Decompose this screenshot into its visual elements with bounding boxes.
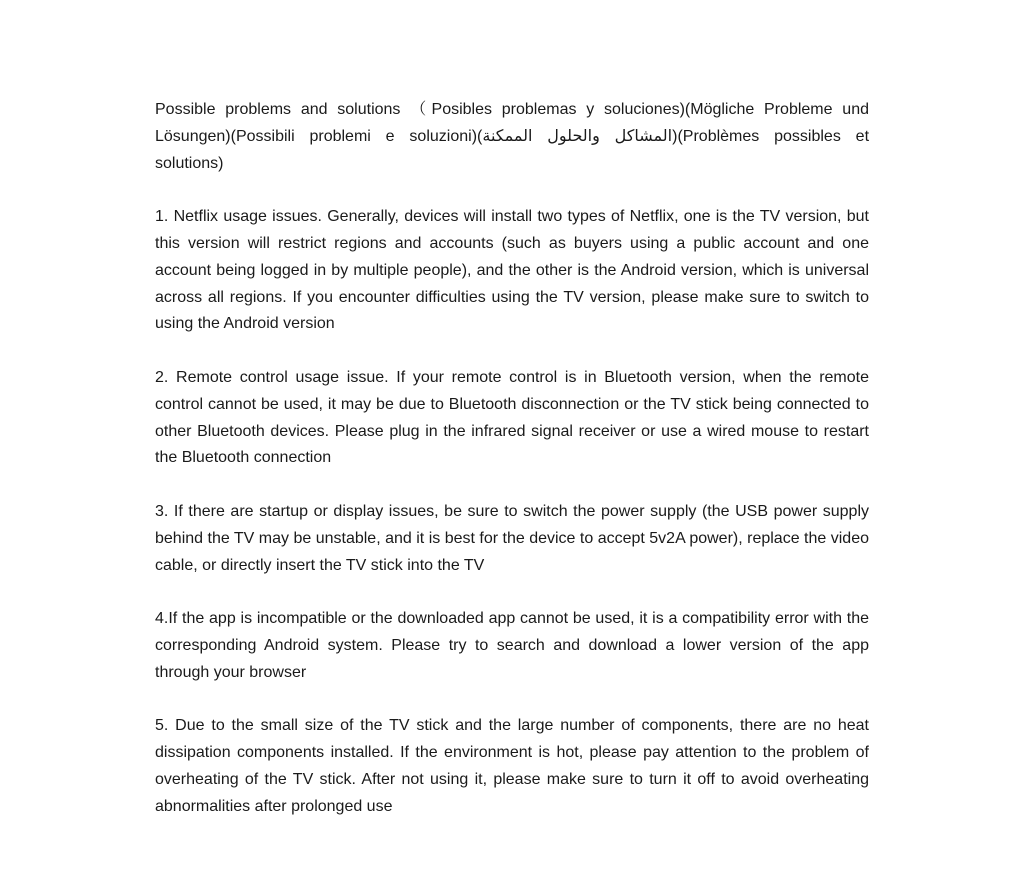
paragraph-overheating-issues: 5. Due to the small size of the TV stick and the large number of components, there are no heat dissipation components installed. If the environment is hot, please pay attention to the problem of overheating of the TV stick. After not using it, please make sure to turn it off to avoid overheating abnormalities after prolonged use: [155, 717, 869, 815]
paragraph-startup-display-issues: 3. If there are startup or display issues, be sure to switch the power supply (the USB power supply behind the TV may be unstable, and it is best for the device to accept 5v2A power), replace the video cable, or directly insert the TV stick into the TV: [155, 502, 869, 574]
heading-text-start: Possible problems and solutions （Posibles problemas y soluciones)(Mögliche Probleme und Lösungen)(Possibili problemi e soluzioni)(: [155, 101, 869, 145]
document-body: [155, 97, 869, 821]
document-heading: [155, 97, 869, 177]
paragraph-remote-control-issues: 2. Remote control usage issue. If your remote control is in Bluetooth version, when the remote control cannot be used, it may be due to Bluetooth disconnection or the TV stick being connected to other Bluetooth devices. Please plug in the infrared signal receiver or use a wired mouse to restart the Bluetooth connection: [155, 368, 869, 467]
heading-arabic-text: المشاكل والحلول الممكنة: [482, 127, 673, 145]
paragraph-app-compatibility-issues: 4.If the app is incompatible or the downloaded app cannot be used, it is a compatibility error with the corresponding Android system. Please try to search and download a lower version of the app through your browser: [155, 610, 869, 681]
paragraph-netflix-issues: 1. Netflix usage issues. Generally, devices will install two types of Netflix, one is the TV version, but this version will restrict regions and accounts (such as buyers using a public account and one account being logged in by multiple people), and the other is the Android version, which is universal across all regions. If you encounter difficulties using the TV version, please make sure to switch to using the Android version: [155, 208, 869, 333]
heading-text-end: )(Problèmes possibles et solutions): [155, 127, 870, 172]
